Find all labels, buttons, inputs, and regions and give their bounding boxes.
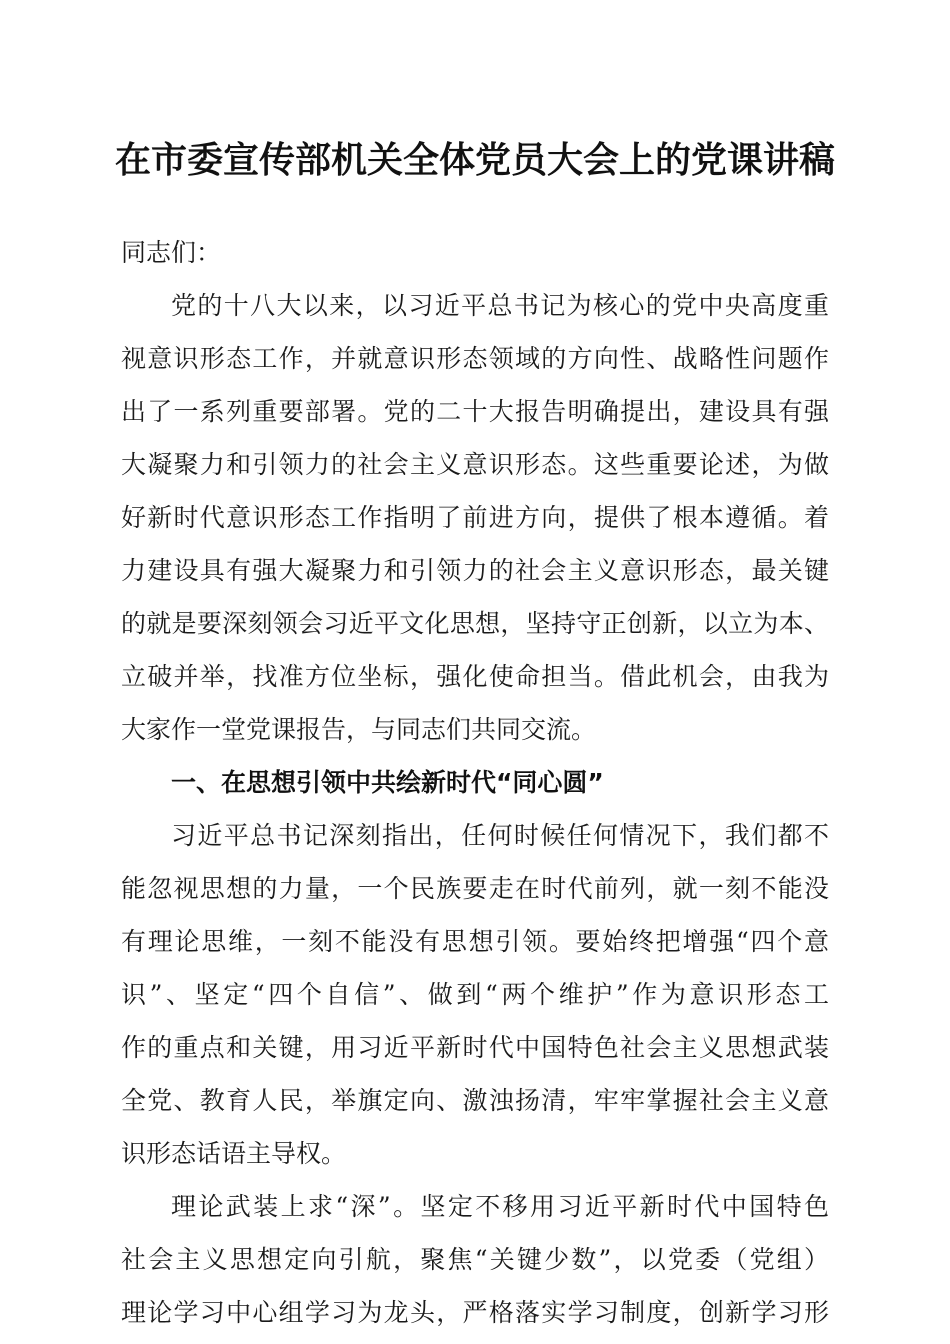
text-line: 好新时代意识形态工作指明了前进方向，提供了根本遵循。着 <box>121 503 829 532</box>
document-body <box>121 226 829 1339</box>
text-line: 的就是要深刻领会习近平文化思想，坚持守正创新，以立为本、 <box>121 609 829 638</box>
text-line: 出了一系列重要部署。党的二十大报告明确提出，建设具有强 <box>121 397 829 426</box>
text-line: 大凝聚力和引领力的社会主义意识形态。这些重要论述，为做 <box>121 450 829 479</box>
section-heading: 一、在思想引领中共绘新时代“同心圆” <box>171 768 604 797</box>
text-line: 有理论思维，一刻不能没有思想引领。要始终把增强“四个意 <box>121 927 829 956</box>
text-line: 理论武装上求“深”。坚定不移用习近平新时代中国特色 <box>171 1192 829 1221</box>
text-line: 党的十八大以来，以习近平总书记为核心的党中央高度重 <box>171 291 829 320</box>
text-line: 立破并举，找准方位坐标，强化使命担当。借此机会，由我为 <box>121 662 829 691</box>
text-line: 理论学习中心组学习为龙头，严格落实学习制度，创新学习形 <box>121 1298 829 1327</box>
text-line: 力建设具有强大凝聚力和引领力的社会主义意识形态，最关键 <box>121 556 829 585</box>
document-title: 在市委宣传部机关全体党员大会上的党课讲稿 <box>114 139 835 181</box>
opening-paragraph <box>121 279 829 756</box>
text-line: 全党、教育人民，举旗定向、激浊扬清，牢牢掌握社会主义意 <box>121 1086 829 1115</box>
text-line: 习近平总书记深刻指出，任何时候任何情况下，我们都不 <box>171 821 829 850</box>
text-line: 视意识形态工作，并就意识形态领域的方向性、战略性问题作 <box>121 344 829 373</box>
section-paragraph <box>121 1180 829 1339</box>
section-paragraph <box>121 809 829 1180</box>
text-line: 识”、坚定“四个自信”、做到“两个维护”作为意识形态工 <box>121 980 829 1009</box>
text-line: 能忽视思想的力量，一个民族要走在时代前列，就一刻不能没 <box>121 874 829 903</box>
text-line: 社会主义思想定向引航，聚焦“关键少数”，以党委（党组） <box>121 1245 829 1274</box>
text-line: 作的重点和关键，用习近平新时代中国特色社会主义思想武装 <box>121 1033 829 1062</box>
salutation: 同志们： <box>121 238 222 267</box>
text-line: 大家作一堂党课报告，与同志们共同交流。 <box>121 715 597 744</box>
text-line: 识形态话语主导权。 <box>121 1139 347 1168</box>
